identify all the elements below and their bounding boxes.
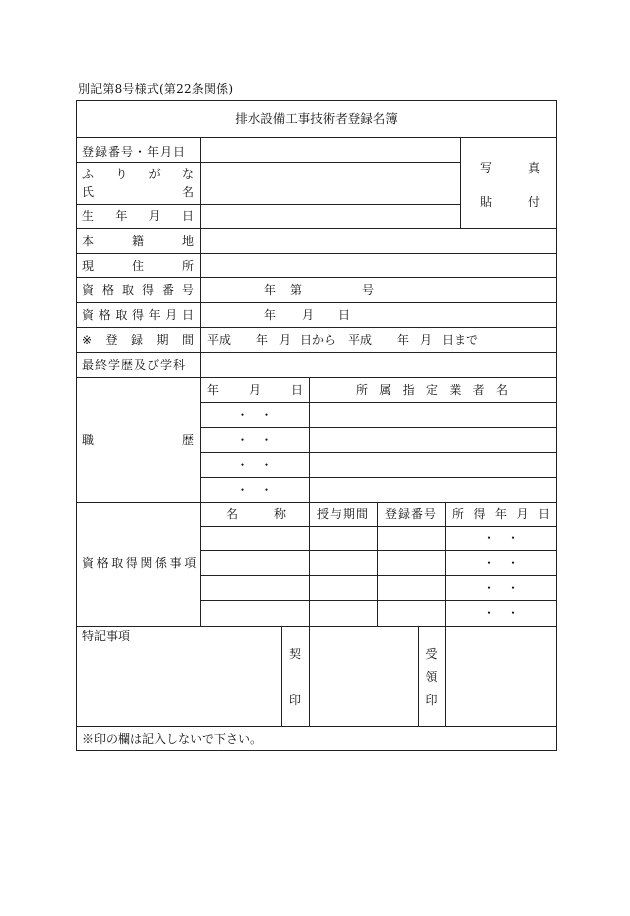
photo-label-line1: 写 真 [480,161,540,175]
license-date-label: 資 格 取 得 年 月 日 [82,308,194,322]
birth-date-label: 生 年 月 日 [82,209,194,223]
license-no-label: 資 格 取 得 番 号 [82,283,194,297]
form-number-note: 別記第8号様式(第22条関係) [78,82,234,96]
acquired-date-header: 所 得 年 月 日 [452,507,550,521]
footer-note: ※印の欄は記入しないで下さい。 [82,732,263,746]
registration-period-label: ※ 登 録 期 間 [82,333,194,347]
career-date-dots: ・ ・ [236,458,273,472]
license-items-label: 資格取得関係事項 [82,556,199,570]
grant-period-header: 授与期間 [316,507,369,521]
address-label: 現 住 所 [82,259,194,273]
career-date-dots: ・ ・ [236,408,273,422]
acquired-date-dots: ・ ・ [482,531,519,545]
receipt-seal-label: 受 領 印 [425,647,438,707]
seal-label: 契 印 [288,647,301,707]
acquired-date-dots: ・ ・ [482,581,519,595]
photo-label-line2: 貼 付 [480,195,540,209]
acquired-date-dots: ・ ・ [482,606,519,620]
career-label: 職 歴 [82,433,194,447]
acquired-date-dots: ・ ・ [482,556,519,570]
reg-no-date-label: 登録番号・年月日 [82,145,187,159]
license-name-header: 名 称 [226,507,286,521]
registration-form: 排水設備工事技術者登録名簿 登録番号・年月日 ふ り が な 氏 名 生 年 月 日 写 真 貼 付 本 籍 地 現 住 所 資 格 取 得 番 号 年 第 号 資 格 取 得 年 月 日 年 月 日 ※ 登 録 期 間 平成 年 月 日から 平成 年 月 日まで 最終学歴及び学科 年 月 日 所 属 指 定 業 者 名 職 歴 ・ ・ ・ ・ ・ ・ ・ ・ 名 称 授与期間 登録番号 所 得 年 月 日 資格取得関係事項 ・ ・ ・ ・ ・ ・ ・ ・ 特記事項 契 印 受 領 印 ※印の欄は記入しないで下さい。 [76,100,557,751]
career-date-header: 年 月 日 [207,383,303,397]
reg-no-header: 登録番号 [384,507,437,521]
name-label: 氏 名 [82,185,194,199]
career-date-dots: ・ ・ [236,433,273,447]
career-date-dots: ・ ・ [236,483,273,497]
career-company-header: 所 属 指 定 業 者 名 [356,383,508,397]
honseki-label: 本 籍 地 [82,234,194,248]
form-title: 排水設備工事技術者登録名簿 [235,111,398,126]
education-label: 最終学歴及び学科 [82,358,187,372]
remarks-label: 特記事項 [82,629,131,643]
furigana-label: ふ り が な [82,167,194,181]
